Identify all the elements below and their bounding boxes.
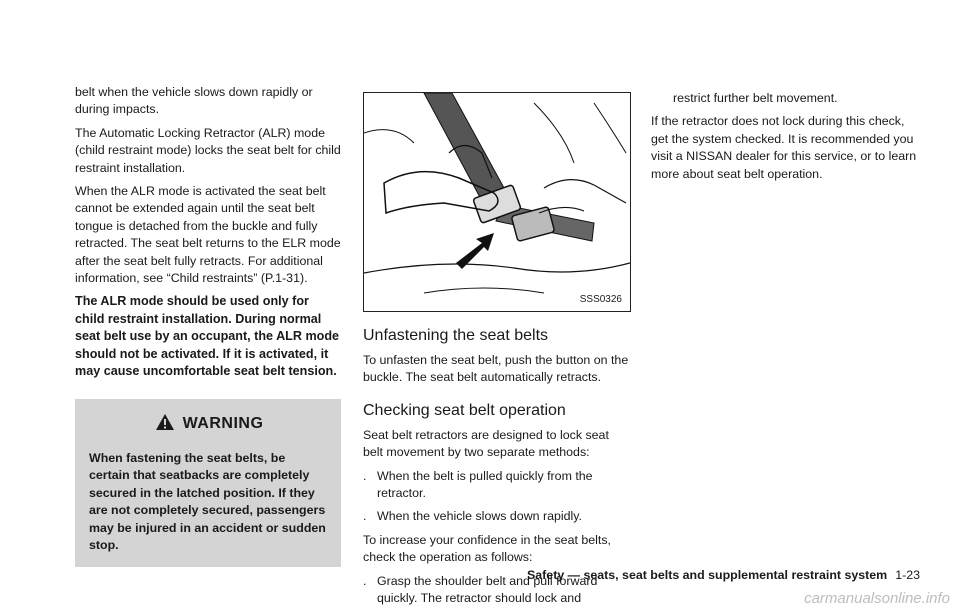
section-heading: Checking seat belt operation [363, 401, 566, 419]
list-item-text: Grasp the shoulder belt and pull forward quickly. The retractor should lock and [377, 573, 598, 606]
bullet-marker: . [363, 573, 367, 588]
watermark: carmanualsonline.info [804, 590, 950, 607]
warning-header [89, 413, 329, 436]
continued-text: restrict further belt movement. [673, 91, 838, 105]
list-item-text: When the vehicle slows down rapidly. [377, 509, 583, 524]
list-item [363, 468, 631, 503]
warning-title: WARNING [182, 415, 264, 432]
column-middle [363, 88, 631, 613]
warning-text: When fastening the seat belts, be certain that seatbacks are completely secured in the latched position. If they are not completely secured, passengers may be injured in an accident or sudden stop. [89, 450, 326, 553]
column-right [651, 90, 921, 189]
list-item-text: When the belt is pulled quickly from the retractor. [377, 468, 593, 501]
section-title: Safety — seats, seat belts and supplemental restraint system [527, 568, 888, 582]
bullet-marker: . [363, 468, 367, 483]
bullet-marker: . [363, 509, 367, 524]
paragraph: To unfasten the seat belt, push the button on the buckle. The seat belt automatically retracts. [363, 353, 629, 385]
paragraph: The Automatic Locking Retractor (ALR) mode (child restraint mode) locks the seat belt for child restraint installation. [75, 125, 341, 175]
figure-code: SSS0326 [579, 294, 622, 305]
buckle-illustration-icon [364, 93, 630, 311]
section-heading: Unfastening the seat belts [363, 327, 549, 344]
paragraph: Seat belt retractors are designed to lock seat belt movement by two separate methods: [363, 427, 609, 460]
page-number: 1-23 [895, 568, 920, 582]
warning-box [75, 399, 341, 568]
paragraph: When the ALR mode is activated the seat belt cannot be extended again until the seat belt tongue is detached from the buckle and fully retracted. The seat belt returns to the ELR mode after the seat belt fully retracts. For additional information, see “Child restraints” (P.1-31). [75, 184, 341, 286]
paragraph: belt when the vehicle slows down rapidly or during impacts. [75, 85, 313, 117]
page-footer [527, 568, 920, 582]
bold-notice: The ALR mode should be used only for child restraint installation. During normal seat belt use by an occupant, the ALR mode should not be activated. If it is activated, it may cause uncomfortable seat belt tension. [75, 294, 340, 379]
paragraph: To increase your confidence in the seat belts, check the operation as follows: [363, 532, 611, 565]
column-left [75, 84, 341, 567]
seat-belt-illustration [363, 92, 631, 312]
list-item [363, 508, 631, 525]
warning-triangle-icon [155, 413, 175, 436]
paragraph: If the retractor does not lock during this check, get the system checked. It is recommended you visit a NISSAN dealer for this service, or to learn more about seat belt operation. [651, 114, 917, 181]
